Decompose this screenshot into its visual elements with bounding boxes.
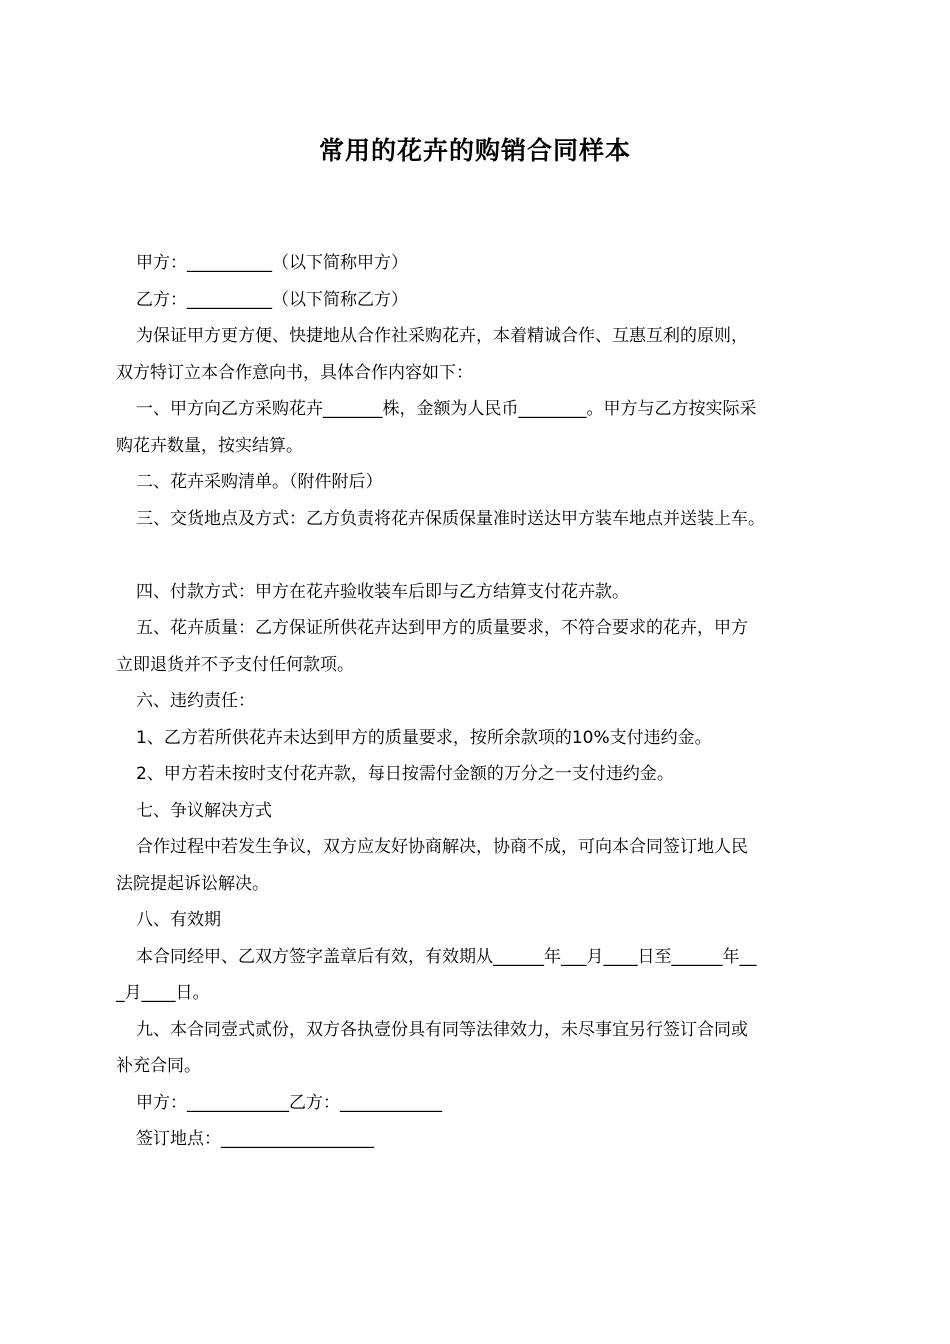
clause-6-heading: 六、违约责任： [136, 691, 255, 711]
party-a-line: 甲方：__________（以下简称甲方） [136, 253, 408, 273]
party-b-line: 乙方：__________（以下简称乙方） [136, 289, 408, 310]
clause-2-line: 二、花卉采购清单。（附件附后） [136, 472, 383, 492]
clause-1-line-1: 一、甲方向乙方采购花卉_______株，金额为人民币________。甲方与乙方按实际采 [136, 399, 757, 419]
contract-body [116, 245, 856, 1158]
signature-line: 甲方：____________乙方：____________ [136, 1092, 442, 1113]
clause-7-line-2: 法院提起诉讼解决。 [116, 873, 269, 894]
clause-5-line-1: 五、花卉质量：乙方保证所供花卉达到甲方的质量要求，不符合要求的花卉，甲方 [136, 618, 748, 638]
intro-line-2: 双方特订立本合作意向书，具体合作内容如下： [116, 362, 473, 383]
clause-8-line-2: _月____日。 [116, 983, 210, 1003]
clause-9-line-2: 补充合同。 [116, 1056, 201, 1076]
document-title: 常用的花卉的购销合同样本 [318, 136, 631, 165]
clause-3-line: 三、交货地点及方式：乙方负责将花卉保质保量准时送达甲方装车地点并送装上车。 [136, 508, 765, 529]
clause-7-heading: 七、争议解决方式 [136, 800, 272, 821]
clause-7-line-1: 合作过程中若发生争议，双方应友好协商解决，协商不成，可向本合同签订地人民 [136, 837, 748, 857]
clause-5-line-2: 立即退货并不予支付任何款项。 [116, 654, 354, 675]
clause-8-heading: 八、有效期 [136, 910, 221, 930]
clause-6-item-1: 1、乙方若所供花卉未达到甲方的质量要求，按所余款项的10%支付违约金。 [136, 727, 712, 748]
signing-place-line: 签订地点：__________________ [136, 1129, 374, 1149]
clause-8-line-1: 本合同经甲、乙双方签字盖章后有效，有效期从______年___月____日至______年__ [136, 946, 757, 967]
clause-9-line-1: 九、本合同壹式贰份，双方各执壹份具有同等法律效力，未尽事宜另行签订合同或 [136, 1019, 748, 1040]
clause-6-item-2: 2、甲方若未按时支付花卉款，每日按需付金额的万分之一支付违约金。 [136, 764, 674, 784]
blank-line [116, 537, 856, 574]
clause-1-line-2: 购花卉数量，按实结算。 [116, 435, 303, 456]
clause-4-line: 四、付款方式：甲方在花卉验收装车后即与乙方结算支付花卉款。 [136, 581, 629, 602]
intro-line-1: 为保证甲方更方便、快捷地从合作社采购花卉，本着精诚合作、互惠互利的原则， [136, 326, 748, 346]
